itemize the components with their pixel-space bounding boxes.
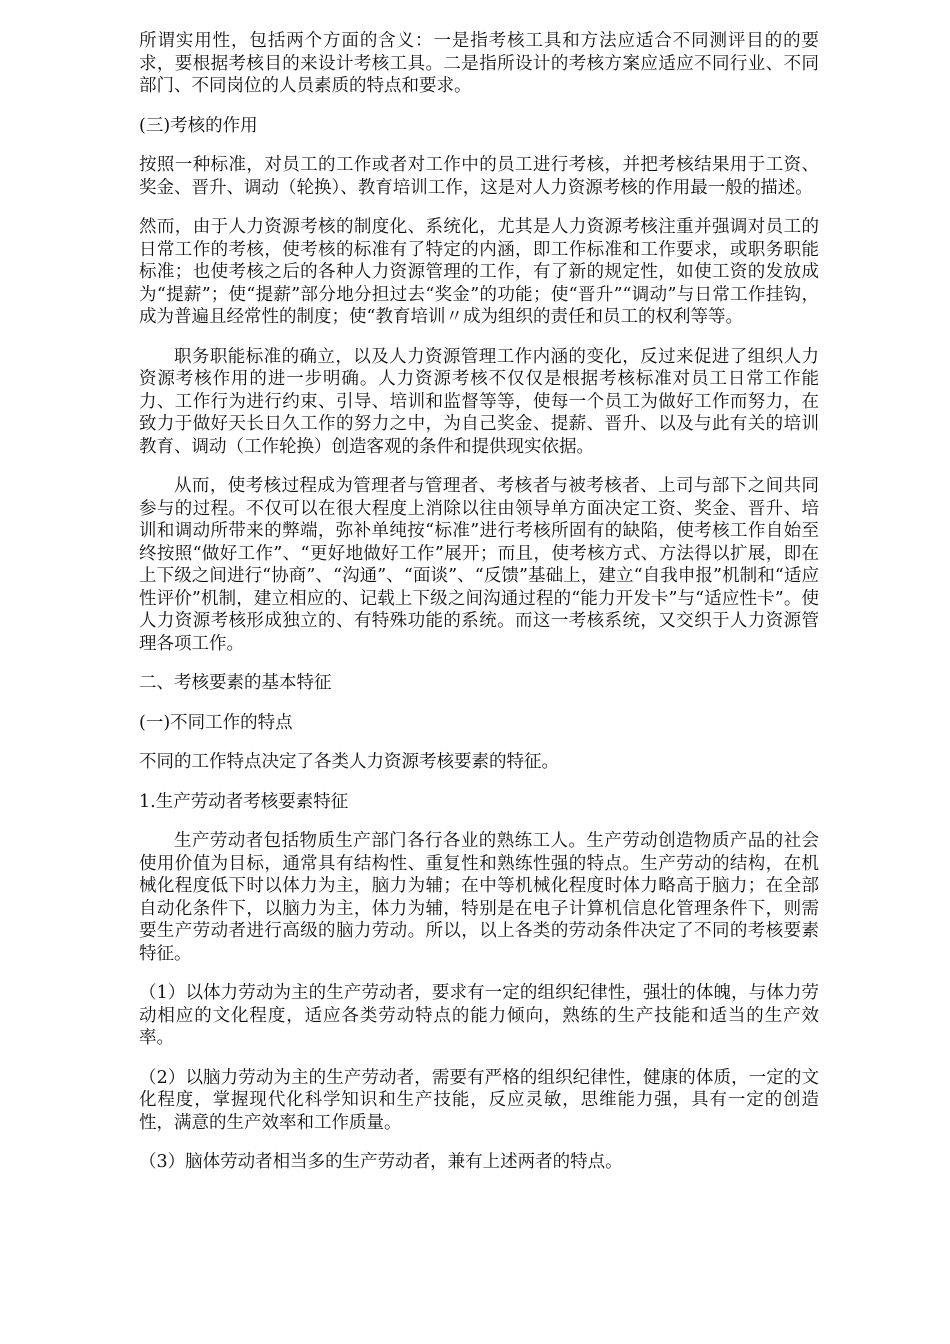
subsection-heading-work-features: (一)不同工作的特点: [139, 712, 293, 733]
subsection-heading-production-workers: 1.生产劳动者考核要素特征: [139, 791, 349, 812]
paragraph-practicality: 所谓实用性，包括两个方面的含义：一是指考核工具和方法应适合不同测评目的的要求，要根据考核目的来设计考核工具。二是指所设计的考核方案应适应不同行业、不同部门、不同岗位的人员素质的特点和要求。: [139, 31, 819, 96]
document-page: [139, 30, 819, 1191]
paragraph-assessment-institutionalization: 然而，由于人力资源考核的制度化、系统化，尤其是人力资源考核注重并强调对员工的日常工作的考核，使考核的标准有了特定的内涵，即工作标准和工作要求，或职务职能标准；也使考核之后的各种人力资源管理的工作，有了新的规定性，如使工资的发放成为“提薪”；使“提薪”部分地分担过去“奖金”的功能；使“晋升”“调动”与日常工作挂钩，成为普遍且经常性的制度；使“教育培训〃成为组织的责任和员工的权利等等。: [139, 217, 819, 327]
list-item-mental-labor: （2）以脑力劳动为主的生产劳动者，需要有严格的组织纪律性，健康的体质，一定的文化程度，掌握现代化科学知识和生产技能，反应灵敏，思维能力强，具有一定的创造性，满意的生产效率和工作质量。: [139, 1067, 819, 1133]
paragraph-work-features-intro: 不同的工作特点决定了各类人力资源考核要素的特征。: [139, 752, 559, 772]
section-heading-role-of-assessment: (三)考核的作用: [139, 115, 258, 136]
paragraph-assessment-general-role: 按照一种标准，对员工的工作或者对工作中的员工进行考核，并把考核结果用于工资、奖金、晋升、调动（轮换）、教育培训工作，这是对人力资源考核的作用最一般的描述。: [139, 155, 819, 198]
list-item-mixed-labor: （3）脑体劳动者相当多的生产劳动者，兼有上述两者的特点。: [139, 1152, 623, 1172]
list-item-manual-labor: （1）以体力劳动为主的生产劳动者，要求有一定的组织纪律性，强壮的体魄，与体力劳动相应的文化程度，适应各类劳动特点的能力倾向，熟练的生产技能和适当的生产效率。: [139, 983, 819, 1048]
paragraph-production-workers: 生产劳动者包括物质生产部门各行各业的熟练工人。生产劳动创造物质产品的社会使用价值为目标，通常具有结构性、重复性和熟练性强的特点。生产劳动的结构，在机械化程度低下时以体力为主，脑力为辅；在中等机械化程度时体力略高于脑力；在全部自动化条件下，以脑力为主，体力为辅，特别是在电子计算机信息化管理条件下，则需要生产劳动者进行高级的脑力劳动。所以，以上各类的劳动条件决定了不同的考核要素特征。: [139, 831, 819, 964]
paragraph-assessment-process: 从而，使考核过程成为管理者与管理者、考核者与被考核者、上司与部下之间共同参与的过程。不仅可以在很大程度上消除以往由领导单方面决定工资、奖金、晋升、培训和调动所带来的弊端，弥补单纯按“标准”进行考核所固有的缺陷，使考核工作自始至终按照“做好工作”、“更好地做好工作”展开；而且，使考核方式、方法得以扩展，即在上下级之间进行“协商”、“沟通”、“面谈”、“反馈”基础上，建立“自我申报”机制和“适应性评价”机制，建立相应的、记载上下级之间沟通过程的“能力开发卡”与“适应性卡”。使人力资源考核形成独立的、有特殊功能的系统。而这一考核系统，又交织于人力资源管理各项工作。: [139, 476, 819, 654]
section-heading-element-features: 二、考核要素的基本特征: [139, 673, 332, 693]
paragraph-job-standards: 职务职能标准的确立，以及人力资源管理工作内涵的变化，反过来促进了组织人力资源考核作用的进一步明确。人力资源考核不仅仅是根据考核标准对员工日常工作能力、工作行为进行约束、引导、培训和监督等等，使每一个员工为做好工作而努力，在致力于做好天长日久工作的努力之中，为自己奖金、提薪、晋升、以及与此有关的培训教育、调动（工作轮换）创造客观的条件和提供现实依据。: [139, 346, 819, 457]
